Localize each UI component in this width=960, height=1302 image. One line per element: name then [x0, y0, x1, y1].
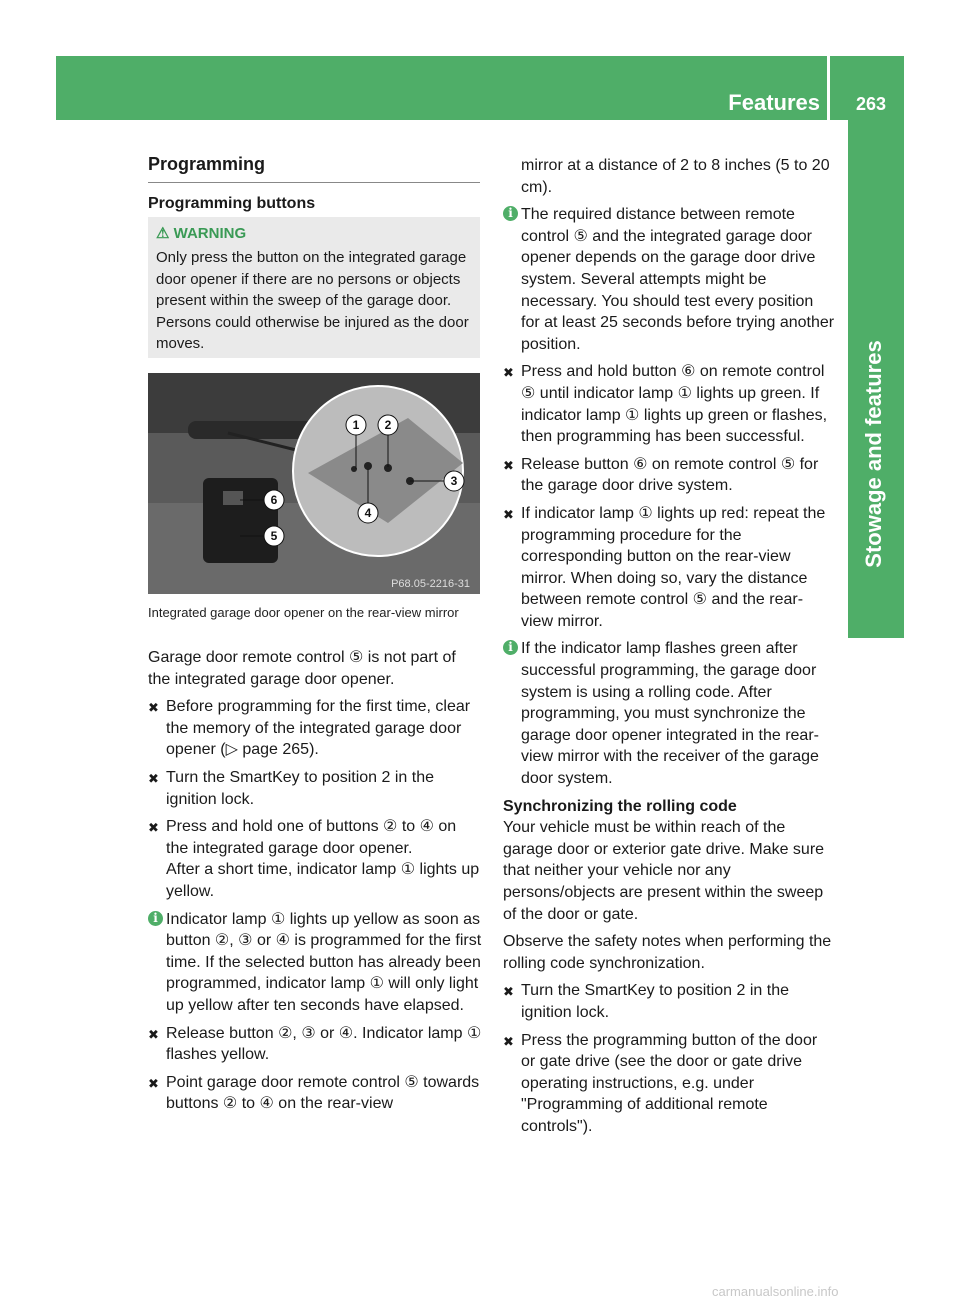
intro-paragraph: Garage door remote control ⑤ is not part of the integrated garage door opener.	[148, 649, 456, 688]
info-text: If the indicator lamp flashes green after successful programming, the garage door system is using a rolling code. After programming, you must synchronize the garage door opener integrated in the rear-view mirror with the receiver of the garage door system.	[521, 640, 819, 788]
remote-control	[203, 478, 278, 563]
arrow-icon: ✖	[503, 506, 514, 522]
step-text: Release button ②, ③ or ④. Indicator lamp ① flashes yellow.	[166, 1024, 482, 1064]
figure-code: P68.05-2216-31	[391, 578, 470, 590]
list-item	[503, 980, 835, 1023]
list-item	[503, 454, 835, 497]
arrow-icon: ✖	[503, 1033, 514, 1049]
step-text: Before programming for the first time, clear the memory of the integrated garage door opener (▷ page 265).	[166, 698, 471, 759]
info-text: The required distance between remote control ⑤ and the integrated garage door opener depends on the garage door drive system. Several attempts might be necessary. You should test every position for at least 25 seconds before trying another position.	[521, 206, 835, 353]
side-tab-label: Stowage and features	[861, 340, 886, 568]
arrow-icon: ✖	[148, 1075, 159, 1091]
right-body	[503, 155, 835, 1138]
page-number: 263	[855, 94, 886, 114]
info-note	[503, 638, 835, 789]
info-text: Indicator lamp ① lights up yellow as soon as button ②, ③ or ④ is programmed for the first time. If the selected button has already been programmed, indicator lamp ① will only light up yellow after ten seconds have elapsed.	[166, 910, 482, 1014]
warning-box	[148, 217, 480, 358]
sync-paragraph: Your vehicle must be within reach of the garage door or exterior gate drive. Make sure that neither your vehicle nor any persons/objects are present within the sweep of the door or gate.	[503, 819, 825, 923]
list-item	[148, 1072, 482, 1115]
step-text: Turn the SmartKey to position 2 in the ignition lock.	[166, 768, 434, 808]
info-icon: i	[503, 206, 518, 221]
list-item	[503, 1030, 835, 1138]
header-band	[56, 56, 904, 120]
step-text: Turn the SmartKey to position 2 in the ignition lock.	[521, 982, 789, 1021]
step-text: Press and hold button ⑥ on remote control ⑤ until indicator lamp ① lights up green. If indicator lamp ① lights up green or flashes, then programming has been successful.	[521, 363, 828, 446]
warning-title: WARNING	[173, 225, 247, 242]
header-separator	[827, 56, 830, 120]
header-title: Features	[728, 90, 820, 115]
watermark: carmanualsonline.info	[712, 1284, 839, 1299]
info-icon: i	[503, 640, 518, 655]
info-note	[503, 204, 835, 355]
figure-caption: Integrated garage door opener on the rear-view mirror	[148, 605, 459, 620]
sync-title: Synchronizing the rolling code	[503, 797, 737, 815]
section-title: Programming	[148, 154, 480, 183]
garage-opener-figure	[148, 373, 480, 594]
subsection-title: Programming buttons	[148, 195, 316, 212]
list-item	[503, 503, 835, 633]
warning-header	[156, 223, 246, 245]
list-item	[503, 361, 835, 447]
step-text: If indicator lamp ① lights up red: repeat the programming procedure for the corresponding button on the rear-view mirror. When doing so, vary the distance between remote control ⑤ and the rear-view mirror.	[521, 504, 826, 630]
step-text: Press the programming button of the door or gate drive (see the door or gate drive operating instructions, e.g. under "Programming of additional remote controls").	[521, 1031, 818, 1135]
arrow-icon: ✖	[503, 984, 514, 1000]
continued-text: mirror at a distance of 2 to 8 inches (5 to 20 cm).	[521, 157, 830, 196]
info-icon: i	[148, 911, 163, 926]
step-text: Press and hold one of buttons ② to ④ on the integrated garage door opener. After a short time, indicator lamp ① lights up yellow.	[166, 818, 480, 900]
remote-button	[223, 491, 243, 505]
list-item	[148, 696, 482, 761]
arrow-icon: ✖	[148, 770, 159, 786]
callout-5: 5	[270, 529, 278, 543]
step-text: Release button ⑥ on remote control ⑤ for the garage door drive system.	[521, 455, 819, 495]
callout-4: 4	[364, 506, 372, 520]
step-text: Point garage door remote control ⑤ towards buttons ② to ④ on the rear-view	[166, 1073, 480, 1113]
callout-2: 2	[384, 418, 392, 432]
arrow-icon: ✖	[148, 1026, 159, 1042]
callout-1: 1	[352, 418, 360, 432]
callout-6: 6	[270, 493, 278, 507]
arrow-icon: ✖	[148, 820, 159, 836]
warning-text: Only press the button on the integrated garage door opener if there are no persons or objects present within the sweep of the garage door. Persons could otherwise be injured as the door moves.	[156, 249, 469, 352]
warning-icon: ⚠	[156, 225, 170, 242]
side-tab-marker	[848, 596, 904, 638]
list-item	[148, 1023, 482, 1066]
list-item	[148, 767, 482, 810]
safety-paragraph: Observe the safety notes when performing the rolling code synchronization.	[503, 933, 832, 972]
left-body	[148, 647, 482, 1115]
list-item	[148, 816, 482, 902]
button-2-dot	[364, 462, 372, 470]
arrow-icon: ✖	[148, 700, 159, 716]
info-note	[148, 909, 482, 1017]
callout-3: 3	[450, 474, 458, 488]
arrow-icon: ✖	[503, 457, 514, 473]
arrow-icon: ✖	[503, 365, 514, 381]
